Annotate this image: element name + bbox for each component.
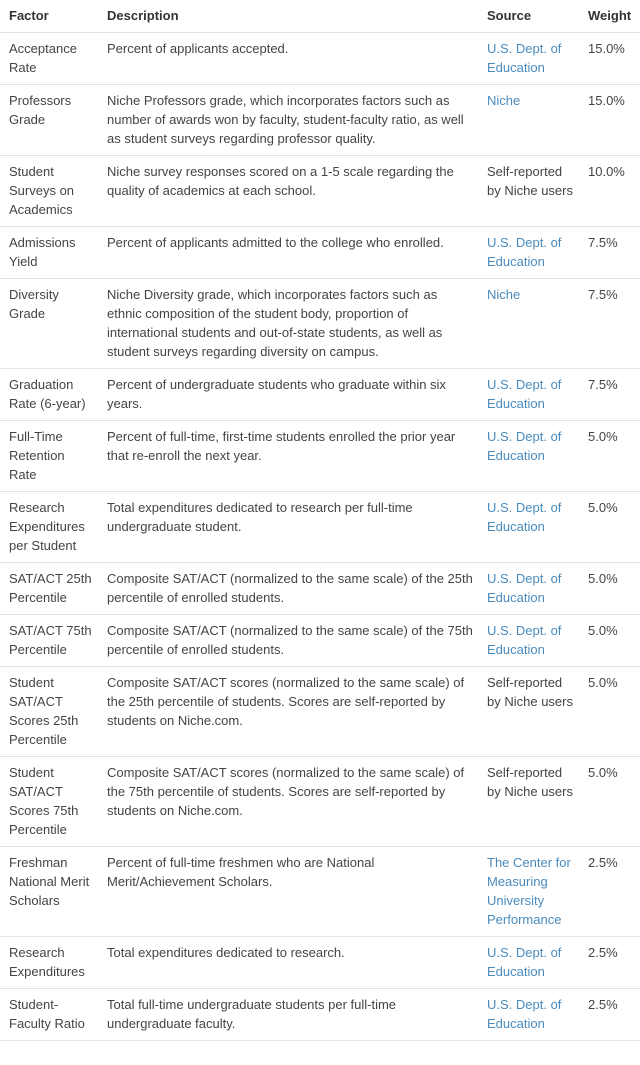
weight-cell: 7.5% [578,279,640,369]
source-link[interactable]: U.S. Dept. of Education [478,492,578,563]
table-row [0,492,640,563]
table-row [0,563,640,615]
description-cell: Composite SAT/ACT (normalized to the same scale) of the 75th percentile of enrolled students. [98,615,478,667]
weight-cell: 5.0% [578,757,640,847]
table-row [0,85,640,156]
header-factor: Factor [0,0,98,33]
table-row [0,847,640,937]
header-source: Source [478,0,578,33]
source-cell: Self-reported by Niche users [478,156,578,227]
weight-cell: 2.5% [578,989,640,1041]
weight-cell: 7.5% [578,369,640,421]
weight-cell: 2.5% [578,847,640,937]
source-link[interactable]: Niche [478,85,578,156]
weight-cell: 2.5% [578,937,640,989]
description-cell: Percent of full-time, first-time students enrolled the prior year that re-enroll the next year. [98,421,478,492]
source-link[interactable]: U.S. Dept. of Education [478,937,578,989]
source-link[interactable]: Niche [478,279,578,369]
description-cell: Composite SAT/ACT (normalized to the same scale) of the 25th percentile of enrolled students. [98,563,478,615]
table-row [0,667,640,757]
description-cell: Percent of applicants accepted. [98,33,478,85]
source-cell: Self-reported by Niche users [478,667,578,757]
source-link[interactable]: U.S. Dept. of Education [478,369,578,421]
description-cell: Niche Diversity grade, which incorporates factors such as ethnic composition of the student body, proportion of international students and out-of-state students, as well as student surveys regarding diversity on campus. [98,279,478,369]
factor-cell: Diversity Grade [0,279,98,369]
source-link[interactable]: U.S. Dept. of Education [478,227,578,279]
factor-cell: Graduation Rate (6-year) [0,369,98,421]
description-cell: Composite SAT/ACT scores (normalized to the same scale) of the 25th percentile of students. Scores are self-reported by students on Niche.com. [98,667,478,757]
table-row [0,369,640,421]
header-description: Description [98,0,478,33]
weight-cell: 5.0% [578,421,640,492]
description-cell: Total full-time undergraduate students per full-time undergraduate faculty. [98,989,478,1041]
source-link[interactable]: The Center for Measuring University Performance [478,847,578,937]
description-cell: Composite SAT/ACT scores (normalized to the same scale) of the 75th percentile of students. Scores are self-reported by students on Niche.com. [98,757,478,847]
table-row [0,757,640,847]
factor-cell: Admissions Yield [0,227,98,279]
table-row [0,615,640,667]
table-header [0,0,640,33]
weight-cell: 5.0% [578,615,640,667]
factor-cell: Student Surveys on Academics [0,156,98,227]
factor-cell: Student-Faculty Ratio [0,989,98,1041]
source-link[interactable]: U.S. Dept. of Education [478,33,578,85]
description-cell: Niche Professors grade, which incorporates factors such as number of awards won by faculty, student-faculty ratio, as well as student surveys regarding professor quality. [98,85,478,156]
table-row [0,279,640,369]
factor-cell: Research Expenditures [0,937,98,989]
description-cell: Percent of applicants admitted to the college who enrolled. [98,227,478,279]
weight-cell: 5.0% [578,492,640,563]
description-cell: Total expenditures dedicated to research. [98,937,478,989]
factor-cell: SAT/ACT 25th Percentile [0,563,98,615]
table-row [0,227,640,279]
weight-cell: 15.0% [578,33,640,85]
table-body [0,33,640,1041]
factor-cell: Freshman National Merit Scholars [0,847,98,937]
source-cell: Self-reported by Niche users [478,757,578,847]
table-row [0,989,640,1041]
weight-cell: 5.0% [578,667,640,757]
table-row [0,33,640,85]
table-row [0,156,640,227]
weight-cell: 15.0% [578,85,640,156]
table-row [0,421,640,492]
weight-cell: 7.5% [578,227,640,279]
source-link[interactable]: U.S. Dept. of Education [478,989,578,1041]
factor-cell: Acceptance Rate [0,33,98,85]
table-row [0,937,640,989]
factor-cell: Full-Time Retention Rate [0,421,98,492]
source-link[interactable]: U.S. Dept. of Education [478,421,578,492]
factor-cell: SAT/ACT 75th Percentile [0,615,98,667]
factor-cell: Student SAT/ACT Scores 25th Percentile [0,667,98,757]
factor-cell: Student SAT/ACT Scores 75th Percentile [0,757,98,847]
factor-cell: Research Expenditures per Student [0,492,98,563]
weight-cell: 5.0% [578,563,640,615]
header-row [0,0,640,33]
source-link[interactable]: U.S. Dept. of Education [478,563,578,615]
weight-cell: 10.0% [578,156,640,227]
description-cell: Percent of undergraduate students who graduate within six years. [98,369,478,421]
description-cell: Niche survey responses scored on a 1-5 scale regarding the quality of academics at each school. [98,156,478,227]
source-link[interactable]: U.S. Dept. of Education [478,615,578,667]
description-cell: Percent of full-time freshmen who are National Merit/Achievement Scholars. [98,847,478,937]
factor-cell: Professors Grade [0,85,98,156]
description-cell: Total expenditures dedicated to research per full-time undergraduate student. [98,492,478,563]
header-weight: Weight [578,0,640,33]
